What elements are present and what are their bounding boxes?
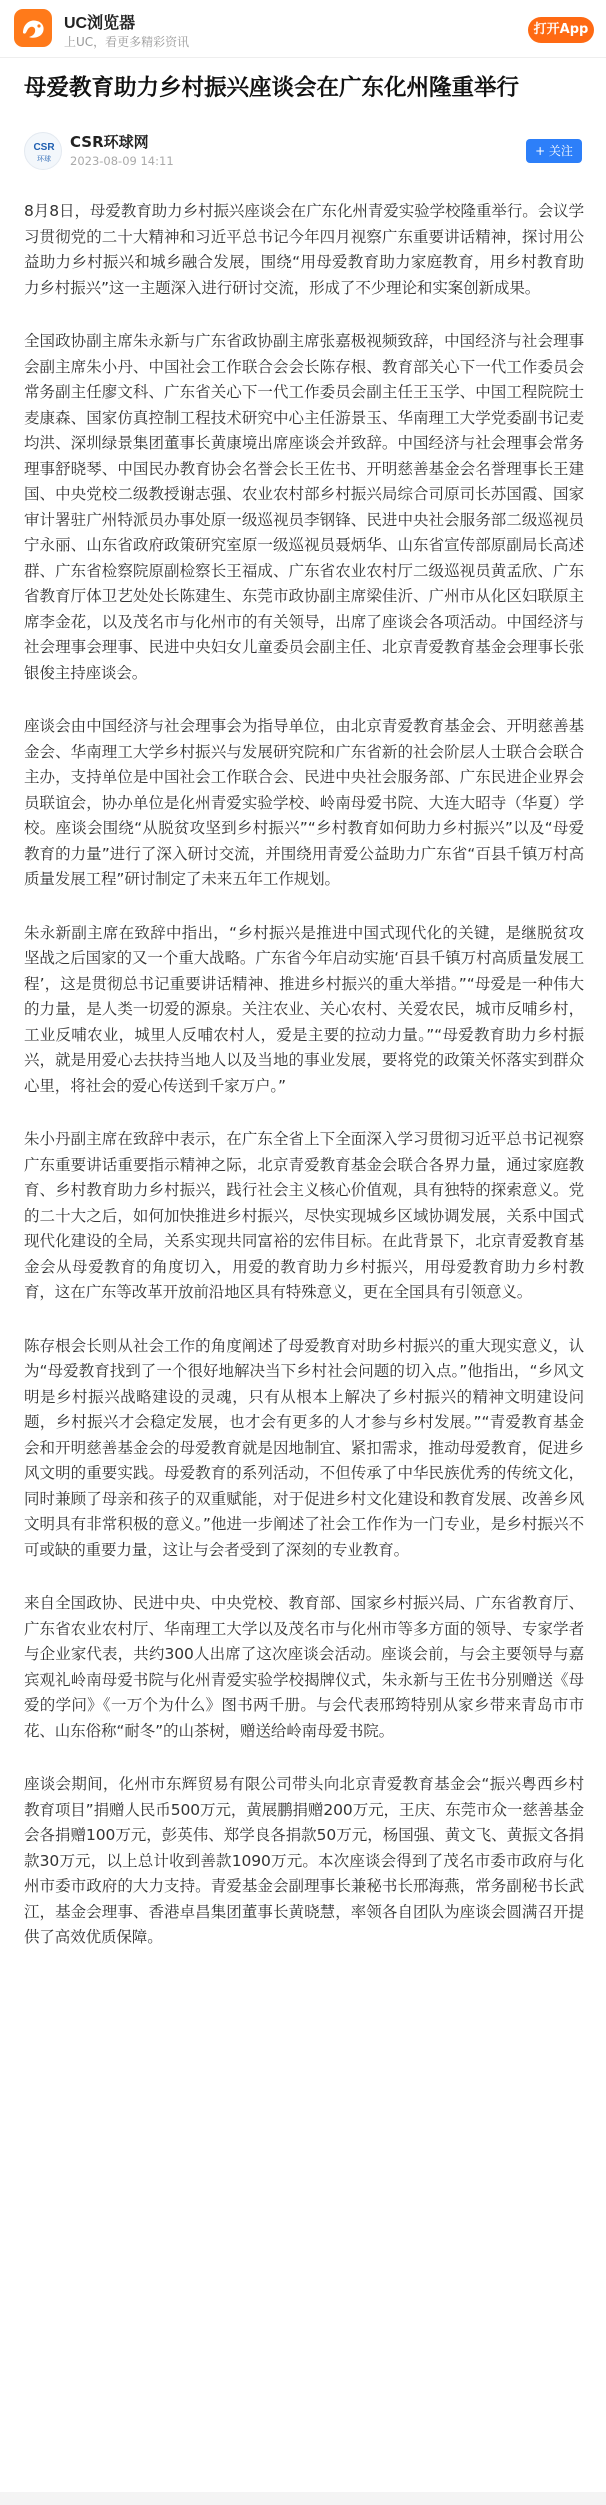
follow-button[interactable]: + 关注: [526, 139, 582, 163]
source-avatar[interactable]: [24, 132, 62, 170]
avatar-logo-text: CSR: [33, 142, 55, 153]
app-download-banner: [0, 0, 606, 58]
article-paragraph: 全国政协副主席朱永新与广东省政协副主席张嘉极视频致辞，中国经济与社会理事会副主席朱小丹、中国社会工作联合会会长陈存根、教育部关心下一代工作委员会常务副主任廖文科、广东省关心下一代工作委员会副主任王玉学、中国工程院院士麦康森、国家仿真控制工程技术研究中心主任游景玉、华南理工大学党委副书记麦均洪、深圳绿景集团董事长黄康境出席座谈会并致辞。中国经济与社会理事会常务理事舒晓琴、中国民办教育协会名誉会长王佐书、开明慈善基金会名誉理事长王建国、中央党校二级教授谢志强、农业农村部乡村振兴局综合司原司长苏国霞、国家审计署驻广州特派员办事处原一级巡视员李钢锋、民进中央社会服务部二级巡视员宁永丽、山东省政府政策研究室原一级巡视员聂炳华、山东省宣传部原副局长高述群、广东省检察院原副检察长王福成、广东省农业农村厅二级巡视员黄孟欣、广东省教育厅体卫艺处处长陈建生、东莞市政协副主席梁佳沂、广州市从化区妇联原主席李金花，以及茂名市与化州市的有关领导，出席了座谈会各项活动。中国经济与社会理事会理事、民进中央妇女儿童委员会副主任、北京青爱教育基金会理事长张银俊主持座谈会。: [24, 332, 584, 682]
app-name: UC浏览器: [64, 15, 136, 32]
article-body: [24, 199, 584, 1979]
article-paragraph: 朱永新副主席在致辞中指出，“乡村振兴是推进中国式现代化的关键，是继脱贫攻坚战之后国家的又一个重大战略。广东省今年启动实施‘百县千镇万村高质量发展工程’，这是贯彻总书记重要讲话精神、推进乡村振兴的重大举措。”“母爱是一种伟大的力量，是人类一切爱的源泉。关注农业、关心农村、关爱农民，城市反哺乡村，工业反哺农业，城里人反哺农村人，爱是主要的拉动力量。”“母爱教育助力乡村振兴，就是用爱心去扶持当地人以及当地的事业发展，要将党的政策关怀落实到群众心里，将社会的爱心传送到千家万户。”: [24, 923, 584, 1095]
source-name[interactable]: CSR环球网: [70, 133, 149, 151]
article-title: 母爱教育助力乡村振兴座谈会在广东化州隆重举行: [24, 75, 520, 101]
svg-text:环球: 环球: [37, 155, 51, 163]
article-paragraph: 8月8日，母爱教育助力乡村振兴座谈会在广东化州青爱实验学校隆重举行。会议学习贯彻党的二十大精神和习近平总书记今年四月视察广东重要讲话精神，探讨用公益助力乡村振兴和城乡融合发展，围绕“用母爱教育助力家庭教育，用乡村教育助力乡村振兴”这一主题深入进行研讨交流，形成了不少理论和实案创新成果。: [24, 202, 584, 297]
open-app-button[interactable]: 打开App: [528, 17, 594, 43]
article-paragraph: 来自全国政协、民进中央、中央党校、教育部、国家乡村振兴局、广东省教育厅、广东省农业农村厅、华南理工大学以及茂名市与化州市等多方面的领导、专家学者与企业家代表，共约300人出席了这次座谈会活动。座谈会前，与会主要领导与嘉宾观礼岭南母爱书院与化州青爱实验学校揭牌仪式，朱永新与王佐书分别赠送《母爱的学问》《一万个为什么》图书两千册。与会代表邢筠特别从家乡带来青岛市市花、山东俗称“耐冬”的山茶树，赠送给岭南母爱书院。: [24, 1594, 584, 1740]
bottom-divider: [0, 2492, 606, 2505]
uc-squirrel-icon[interactable]: [14, 9, 52, 47]
article-paragraph: 陈存根会长则从社会工作的角度阐述了母爱教育对助乡村振兴的重大现实意义，认为“母爱教育找到了一个很好地解决当下乡村社会问题的切入点。”他指出，“乡风文明是乡村振兴战略建设的灵魂，只有从根本上解决了乡村振兴的精神文明建设问题，乡村振兴才会稳定发展，也才会有更多的人才参与乡村发展。”“青爱教育基金会和开明慈善基金会的母爱教育就是因地制宜、紧扣需求，推动母爱教育，促进乡风文明的重要实践。母爱教育的系列活动，不但传承了中华民族优秀的传统文化，同时兼顾了母亲和孩子的双重赋能，对于促进乡村文化建设和教育发展、改善乡风文明具有非常积极的意义。”他进一步阐述了社会工作作为一门专业，是乡村振兴不可或缺的重要力量，这让与会者受到了深刻的专业教育。: [24, 1336, 584, 1559]
app-tagline: 上UC，看更多精彩资讯: [64, 35, 190, 49]
article-paragraph: 座谈会由中国经济与社会理事会为指导单位，由北京青爱教育基金会、开明慈善基金会、华南理工大学乡村振兴与发展研究院和广东省新的社会阶层人士联合会联合主办，支持单位是中国社会工作联合会、民进中央社会服务部、广东民进企业界会员联谊会，协办单位是化州青爱实验学校、岭南母爱书院、大连大昭寺（华夏）学校。座谈会围绕“从脱贫攻坚到乡村振兴”“乡村教育如何助力乡村振兴”以及“母爱教育的力量”进行了深入研讨交流，并围绕用青爱公益助力广东省“百县千镇万村高质量发展工程”研讨制定了未来五年工作规划。: [24, 717, 584, 888]
publish-time: 2023-08-09 14:11: [70, 154, 174, 168]
article-paragraph: 朱小丹副主席在致辞中表示，在广东全省上下全面深入学习贯彻习近平总书记视察广东重要讲话重要指示精神之际，北京青爱教育基金会联合各界力量，通过家庭教育、乡村教育助力乡村振兴，践行社会主义核心价值观，具有独特的探索意义。党的二十大之后，如何加快推进乡村振兴，尽快实现城乡区域协调发展，关系中国式现代化建设的全局，关系实现共同富裕的宏伟目标。在此背景下，北京青爱教育基金会从母爱教育的角度切入，用爱的教育助力乡村振兴，用母爱教育助力乡村教育，这在广东等改革开放前沿地区具有特殊意义，更在全国具有引领意义。: [24, 1130, 584, 1301]
article-paragraph: 座谈会期间，化州市东辉贸易有限公司带头向北京青爱教育基金会“振兴粤西乡村教育项目”捐赠人民币500万元，黄展鹏捐赠200万元，王庆、东莞市众一慈善基金会各捐赠100万元，彭英伟、郑学良各捐款50万元，杨国强、黄文飞、黄振文各捐款30万元，以上总计收到善款1090万元。本次座谈会得到了茂名市委市政府与化州市委市政府的大力支持。青爱基金会副理事长兼秘书长邢海燕，常务副秘书长武江，基金会理事、香港卓昌集团董事长黄晓慧，率领各自团队为座谈会圆满召开提供了高效优质保障。: [24, 1775, 584, 1946]
